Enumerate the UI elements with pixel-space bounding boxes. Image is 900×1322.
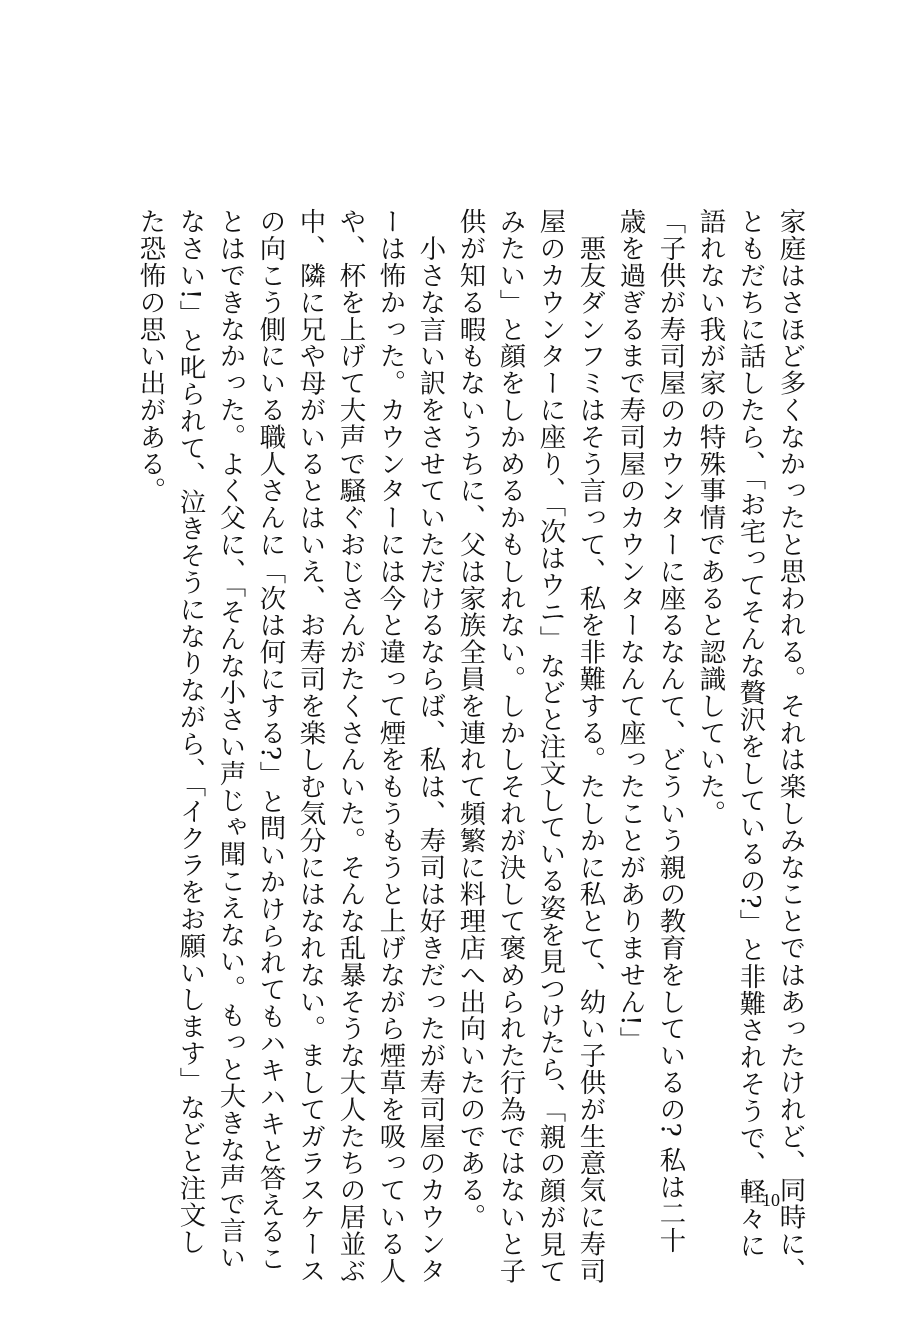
- text-column: みたい」と顔をしかめるかもしれない。しかしそれが決して褒められた行為ではないと子: [495, 208, 526, 1284]
- text-column: とはできなかった。よく父に、「そんな小さい声じゃ聞こえない。もっと大きな声で言い: [215, 208, 246, 1271]
- text-column: ともだちに話したら、「お宅ってそんな贅沢をしているの?」と非難されそうで、軽々に: [735, 208, 766, 1259]
- text-column: なさい!」と叱られて、泣きそうになりながら、「イクラをお願いします」などと注文し: [175, 208, 206, 1256]
- text-column: 中、隣に兄や母がいるとはいえ、お寿司を楽しむ気分にはなれない。ましてガラスケース: [295, 208, 326, 1284]
- text-column: た恐怖の思い出がある。: [135, 208, 166, 504]
- text-column: 歳を過ぎるまで寿司屋のカウンターなんて座ったことがありません!」: [615, 208, 646, 1054]
- page-number: 10: [762, 1190, 780, 1210]
- text-column: 悪友ダンフミはそう言って、私を非難する。たしかに私とて、幼い子供が生意気に寿司: [575, 208, 606, 1284]
- text-column: 小さな言い訳をさせていただけるならば、私は、寿司は好きだったが寿司屋のカウンタ: [415, 208, 446, 1284]
- text-column: の向こう側にいる職人さんに「次は何にする?」と問いかけられてもハキハキと答えるこ: [255, 208, 286, 1272]
- text-column: 供が知る暇もないうちに、父は家族全員を連れて頻繁に料理店へ出向いたのである。: [455, 208, 486, 1231]
- text-column: 家庭はさほど多くなかったと思われる。それは楽しみなことではあったけれど、同時に、: [775, 208, 806, 1284]
- text-column: ーは怖かった。カウンターには今と違って煙をもうもうと上げながら煙草を吸っている人: [375, 208, 406, 1284]
- text-column: や、杯を上げて大声で騒ぐおじさんがたくさんいた。そんな乱暴そうな大人たちの居並ぶ: [335, 208, 366, 1284]
- text-column: 「子供が寿司屋のカウンターに座るなんて、どういう親の教育をしているの? 私は二十: [655, 208, 686, 1254]
- text-column: 屋のカウンターに座り、「次はウニ」などと注文している姿を見つけたら、「親の顔が見て: [535, 208, 566, 1285]
- text-column: 語れない我が家の特殊事情であると認識していた。: [695, 208, 726, 827]
